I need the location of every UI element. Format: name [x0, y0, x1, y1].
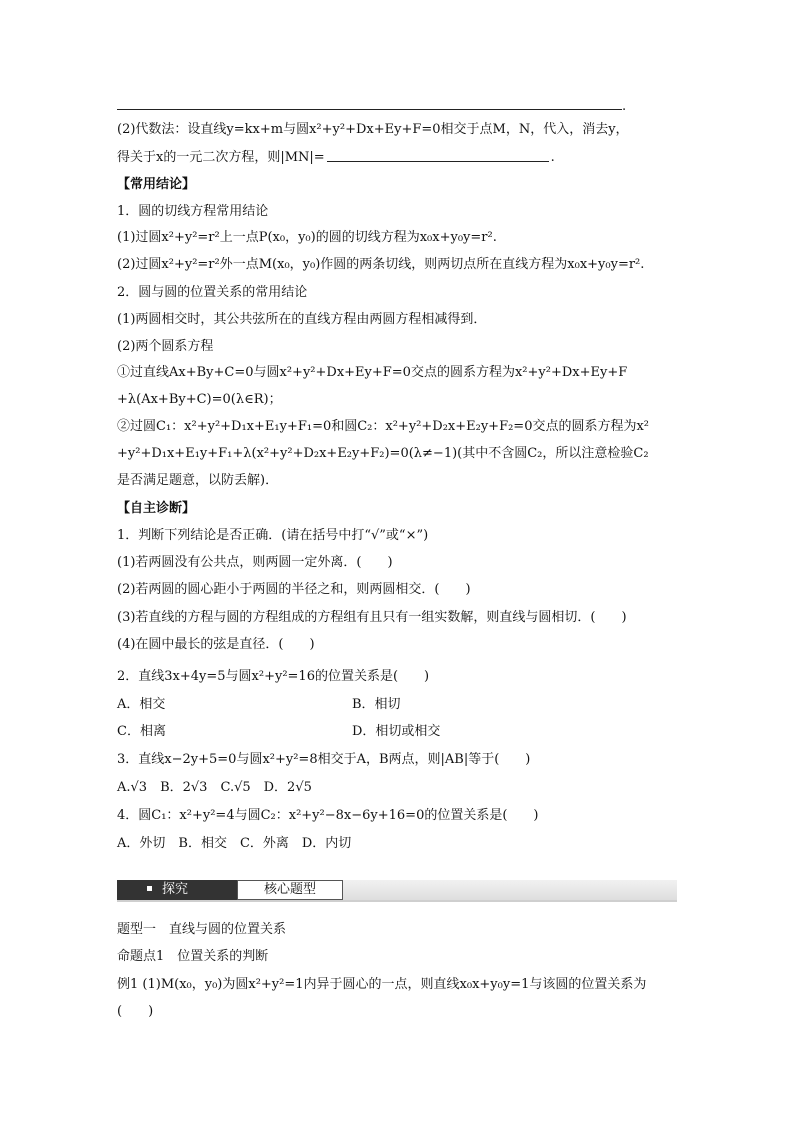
q2-option-d[interactable]: D．相切或相交 [352, 724, 441, 739]
conclusion-2-d-line3: 是否满足题意，以防丢解)． [117, 473, 279, 488]
conclusion-2-c-line2: +λ(Ax+By+C)=0(λ∈R)； [117, 392, 282, 407]
banner-explore [117, 880, 237, 900]
question-4: 4．圆C₁：x²+y²=4与圆C₂：x²+y²−8x−6y+16=0的位置关系是( ) [117, 808, 539, 823]
algebra-method-line2-prefix: 得关于x的一元二次方程，则|MN|= [117, 150, 325, 165]
top-answer-line [117, 109, 622, 110]
question-1-2: (2)若两圆的圆心距小于两圆的半径之和，则两圆相交．( ) [117, 582, 471, 597]
question-4-options[interactable]: A．外切 B．相交 C．外离 D．内切 [117, 836, 352, 851]
question-3: 3．直线x−2y+5=0与圆x²+y²=8相交于A，B两点，则|AB|等于( ) [117, 752, 531, 767]
conclusion-2-d-line2: +y²+D₁x+E₁y+F₁+λ(x²+y²+D₂x+E₂y+F₂)=0(λ≠−1)(其中不含圆C₂，所以注意检验C₂ [117, 446, 649, 461]
question-1-3: (3)若直线的方程与圆的方程组成的方程组有且只有一组实数解，则直线与圆相切．( ) [117, 610, 627, 625]
q2-option-a[interactable]: A．相交 [117, 697, 166, 712]
q2-option-b[interactable]: B．相切 [352, 697, 401, 712]
example-1-line1: 例1 (1)M(x₀，y₀)为圆x²+y²=1内异于圆心的一点，则直线x₀x+y₀y=1与该圆的位置关系为 [117, 977, 647, 992]
algebra-method-line2-suffix: . [550, 150, 555, 165]
section-banner [117, 880, 677, 902]
q2-option-c[interactable]: C．相离 [117, 724, 166, 739]
mn-answer-blank [327, 148, 549, 162]
common-conclusions-heading: 【常用结论】 [117, 177, 196, 192]
algebra-method-line1: (2)代数法：设直线y=kx+m与圆x²+y²+Dx+Ey+F=0相交于点M，N，代入，消去y， [117, 122, 629, 137]
example-1-line2: ( ) [117, 1004, 154, 1019]
question-1-1: (1)若两圆没有公共点，则两圆一定外离．( ) [117, 555, 393, 570]
question-2: 2．直线3x+4y=5与圆x²+y²=16的位置关系是( ) [117, 669, 430, 684]
algebra-method-line2 [117, 148, 555, 167]
conclusion-2-b: (2)两个圆系方程 [117, 339, 214, 354]
conclusion-1-title: 1．圆的切线方程常用结论 [117, 204, 269, 219]
conclusion-1-b: (2)过圆x²+y²=r²外一点M(x₀，y₀)作圆的两条切线，则两切点所在直线方程为x₀x+y₀y=r². [117, 257, 645, 272]
conclusion-2-d-line1: ②过圆C₁：x²+y²+D₁x+E₁y+F₁=0和圆C₂：x²+y²+D₂x+E₂y+F₂=0交点的圆系方程为x² [117, 419, 650, 434]
question-3-options[interactable]: A.√3 B．2√3 C.√5 D．2√5 [117, 780, 312, 795]
conclusion-2-a: (1)两圆相交时，其公共弦所在的直线方程由两圆方程相减得到． [117, 312, 487, 327]
question-1: 1．判断下列结论是否正确．(请在括号中打“√”或“×”) [117, 528, 429, 543]
banner-explore-label: 探究 [162, 882, 189, 897]
conclusion-2-c-line1: ①过直线Ax+By+C=0与圆x²+y²+Dx+Ey+F=0交点的圆系方程为x²+y²+Dx+Ey+F [117, 365, 628, 380]
conclusion-1-a: (1)过圆x²+y²=r²上一点P(x₀，y₀)的圆的切线方程为x₀x+y₀y=r². [117, 230, 497, 245]
top-line-end-mark: . [622, 99, 627, 114]
self-diagnosis-heading: 【自主诊断】 [117, 501, 196, 516]
square-bullet-icon [147, 886, 152, 891]
banner-core-types: 核心题型 [237, 880, 343, 900]
conclusion-2-title: 2．圆与圆的位置关系的常用结论 [117, 285, 308, 300]
question-1-4: (4)在圆中最长的弦是直径．( ) [117, 637, 315, 652]
topic-point: 命题点1 位置关系的判断 [117, 949, 269, 964]
topic-title: 题型一 直线与圆的位置关系 [117, 922, 287, 937]
